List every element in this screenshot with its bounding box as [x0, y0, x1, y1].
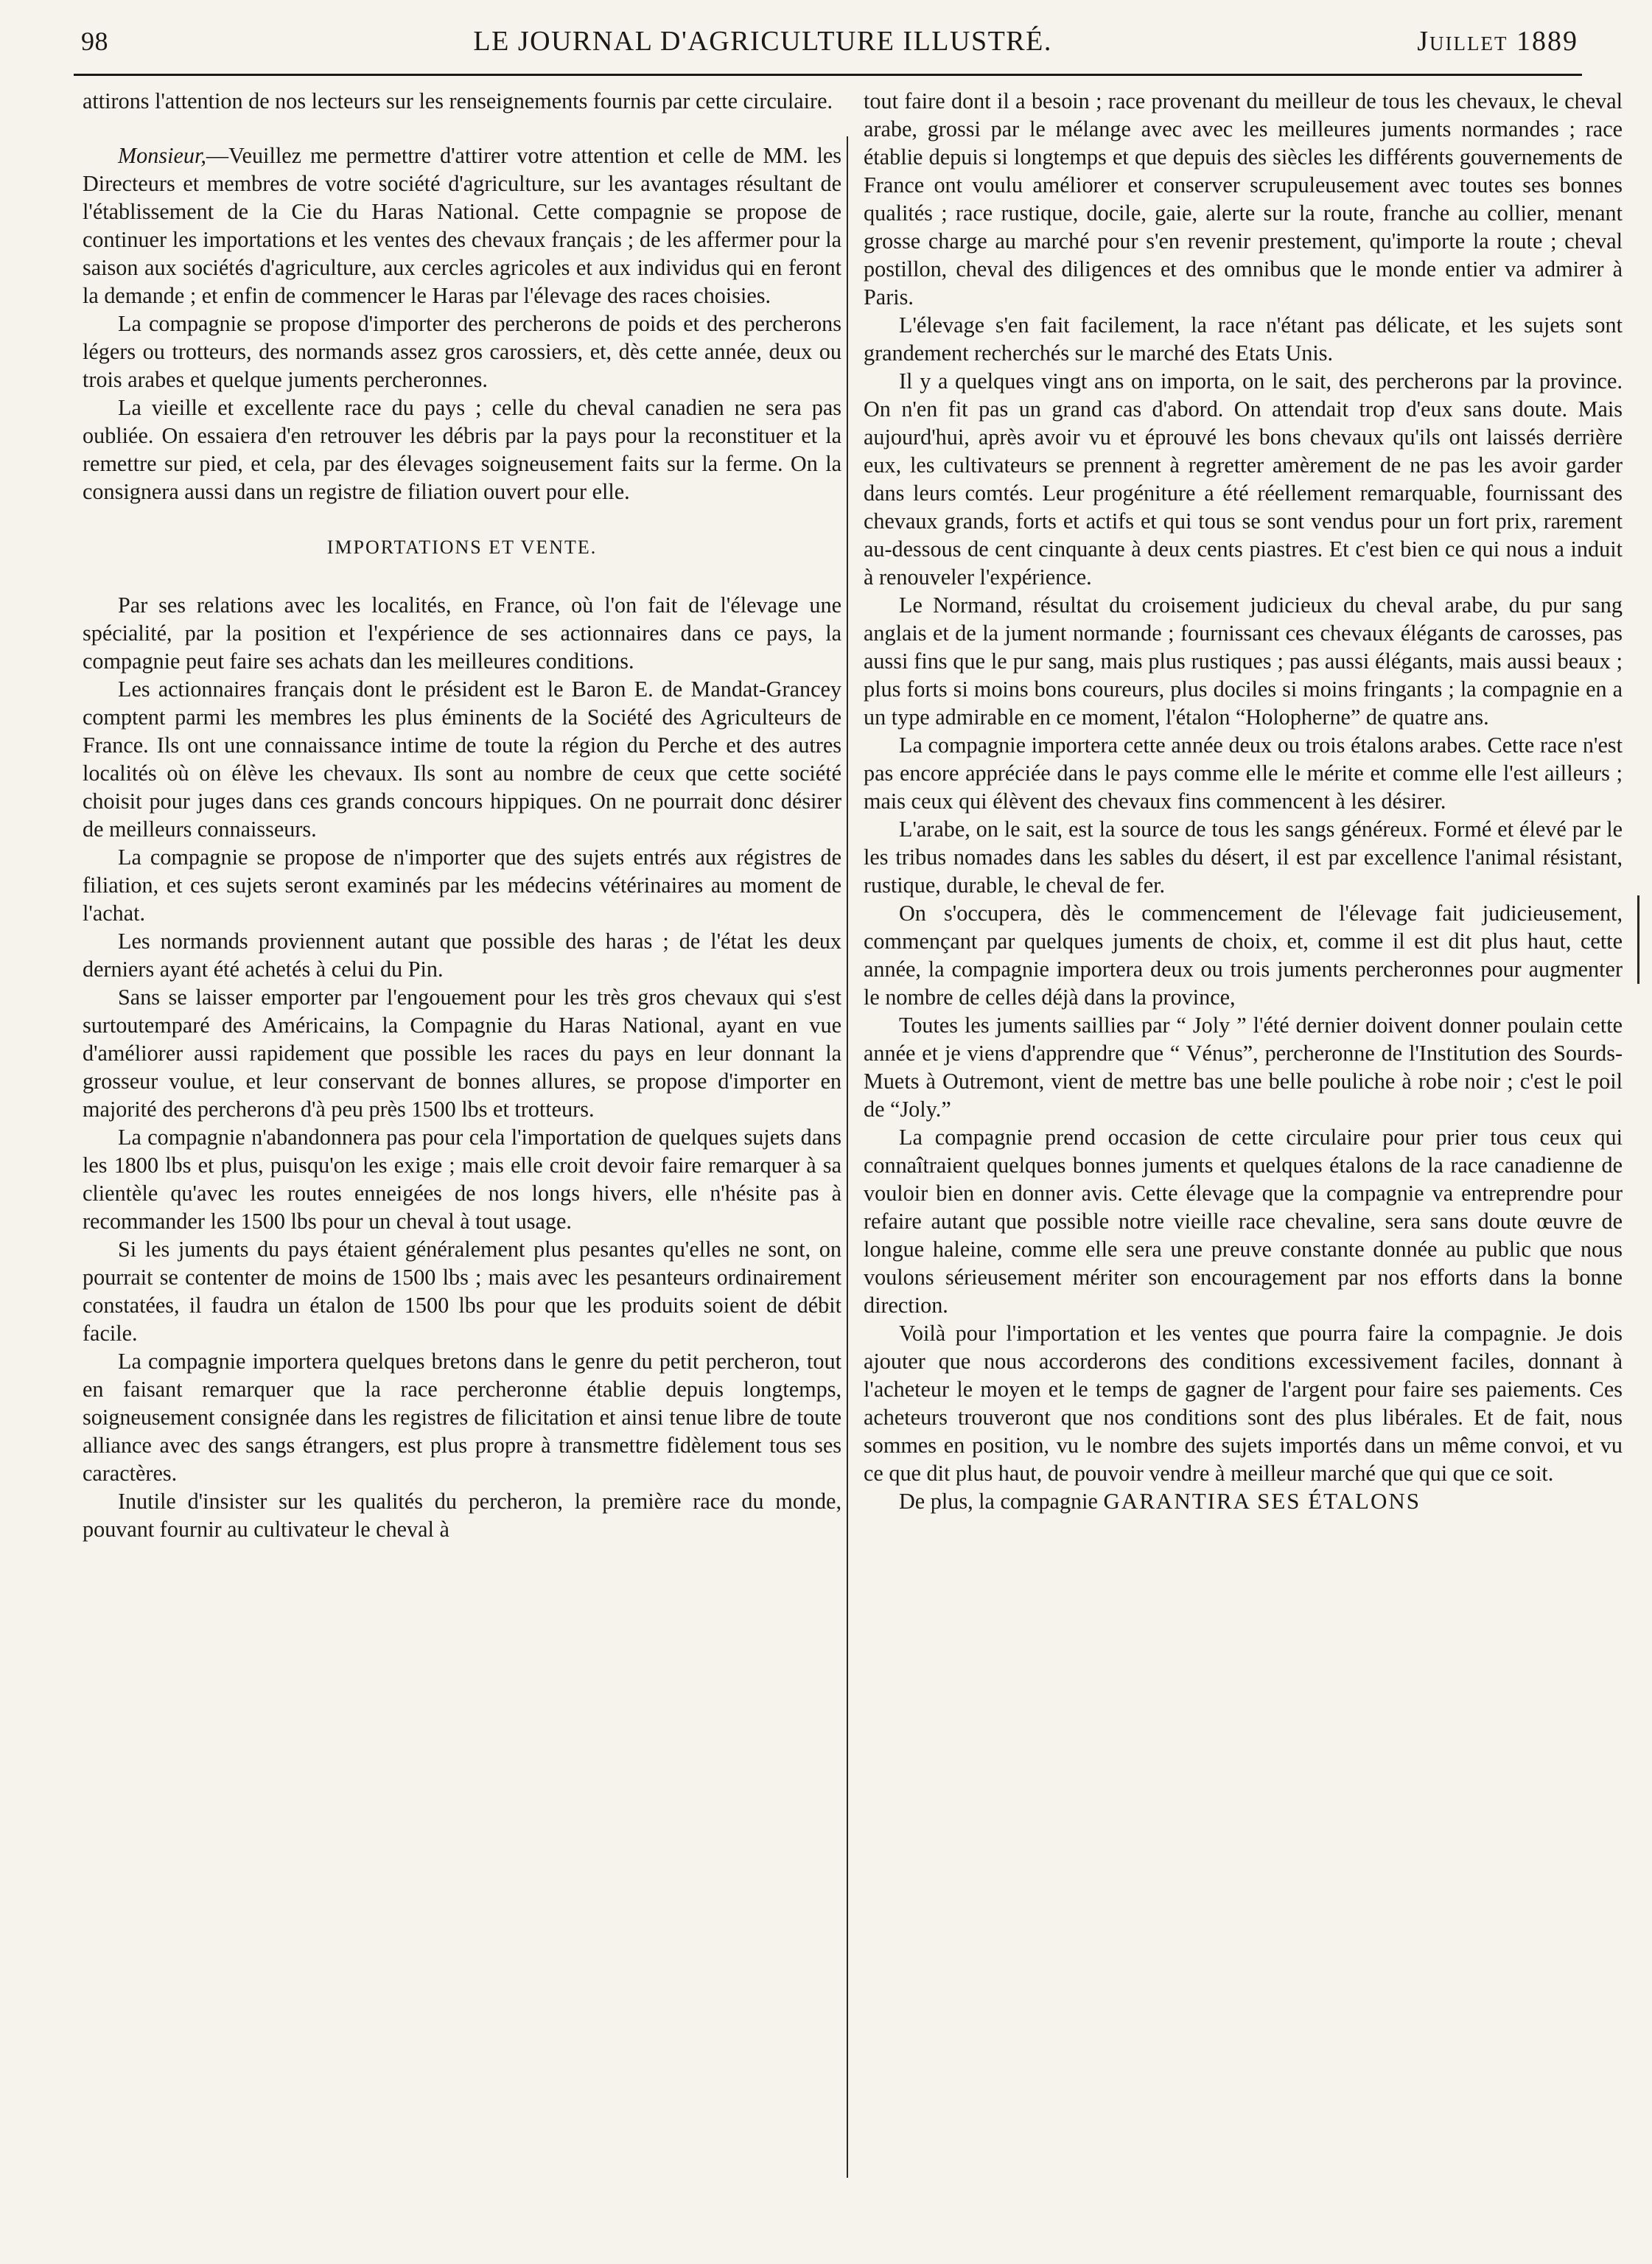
paragraph: Le Normand, résultat du croisement judicieux du cheval arabe, du pur sang anglais et de la jument normande ; fournissant ces chevaux élégants de carosses, pas aussi fins que le pur sang, mais plus rustiques ; pas aussi élégants, mais aussi beaux ; plus forts si moins bons coureurs, plus dociles si moins fringants ; la compagnie en a un type admirable en ce moment, l'étalon “Holopherne” de quatre ans. — [864, 593, 1623, 730]
paragraph: L'élevage s'en fait facilement, la race n'étant pas délicate, et les sujets sont grandement recherchés sur le marché des Etats Unis. — [864, 312, 1623, 366]
issue-date: Juillet 1889 — [1417, 26, 1578, 57]
header-rule — [74, 74, 1582, 76]
paragraph: Les normands proviennent autant que possible des haras ; de l'état les deux derniers ayant été achetés à celui du Pin. — [83, 929, 841, 982]
paragraph: La compagnie se propose d'importer des percherons de poids et des percherons légers ou trotteurs, des normands assez gros carossiers, et, dès cette année, deux ou trois arabes et quelque juments percheronnes. — [83, 311, 841, 392]
letter-opening — [83, 142, 841, 310]
journal-title: LE JOURNAL D'AGRICULTURE ILLUSTRÉ. — [473, 26, 1052, 57]
section-heading: IMPORTATIONS ET VENTE. — [326, 537, 598, 558]
paragraph: Les actionnaires français dont le président est le Baron E. de Mandat-Grancey comptent parmi les membres les plus éminents de la Société des Agriculteurs de France. Ils ont une connaissance intime de toute la région du Perche et des autres localités où on élève les chevaux. Ils sont au nombre de ceux que cette société choisit pour juges dans ces grands concours hippiques. On ne pourrait donc désirer de meilleurs connaisseurs. — [83, 677, 841, 842]
paragraph: Voilà pour l'importation et les ventes que pourra faire la compagnie. Je dois ajouter que nous accorderons des conditions excessivement faciles, donnant à l'acheteur le moyen et le temps de gagner de l'argent pour faire ses paiements. Ces acheteurs trouveront que nos conditions sont des plus libérales. Et de fait, nous sommes en position, vu le nombre des sujets importés dans un même convoi, et vu ce que dit plus haut, de pouvoir vendre à meilleur marché que qui que ce soit. — [864, 1321, 1623, 1486]
paragraph: Il y a quelques vingt ans on importa, on le sait, des percherons par la province. On n'en fit pas un grand cas d'abord. On attendait trop d'eux sans doute. Mais aujourd'hui, après avoir vu et éprouvé les bons chevaux qu'ils ont laissés derrière eux, les cultivateurs se prennent à regretter amèrement de ne pas les avoir garder dans leurs comtés. Leur progéniture a été réellement remarquable, fournissant des chevaux grands, forts et actifs et qui tous se sont vendus pour un fort prix, rarement au-dessous de cent cinquante à deux cents piastres. Et c'est bien ce qui nous a induit à renouveler l'expérience. — [864, 368, 1623, 590]
paragraph: La compagnie prend occasion de cette circulaire pour prier tous ceux qui connaîtraient quelques bonnes juments et quelques étalons de la race canadienne de vouloir bien en donner avis. Cette élevage que la compagnie va entreprendre pour refaire autant que possible notre vieille race chevaline, sera sans doute œuvre de longue haleine, comme elle sera une preuve constante donnée au public que nous voulons sérieusement mériter son encouragement par nos efforts dans la bonne direction. — [864, 1125, 1623, 1318]
paragraph: La vieille et excellente race du pays ; celle du cheval canadien ne sera pas oubliée. On essaiera d'en retrouver les débris par la pays pour la reconstituer et la remettre sur pied, et cela, par des élevages soigneusement faits sur la ferme. On la consignera aussi dans un registre de filiation ouvert pour elle. — [83, 395, 841, 504]
left-column — [83, 87, 841, 1543]
guarantee-caps: GARANTIRA SES ÉTALONS — [1103, 1488, 1421, 1514]
margin-mark — [1637, 895, 1639, 984]
paragraph: Par ses relations avec les localités, en France, où l'on fait de l'élevage une spécialité, par la position et l'expérience de ses actionnaires dans ce pays, la compagnie peut faire ses achats dan les meilleures conditions. — [83, 593, 841, 674]
salutation: Monsieur, — [118, 143, 206, 168]
paragraph: Toutes les juments saillies par “ Joly ” l'été dernier doivent donner poulain cette année et je viens d'apprendre que “ Vénus”, percheronne de l'Institution des Sourds-Muets à Outremont, vient de mettre bas une belle pouliche à robe noir ; c'est le poil de “Joly.” — [864, 1013, 1623, 1122]
closing-line — [864, 1487, 1623, 1515]
right-column — [864, 87, 1623, 1515]
paragraph: Sans se laisser emporter par l'engouement pour les très gros chevaux qui s'est surtoutemparé des Américains, la Compagnie du Haras National, ayant en vue d'améliorer aussi rapidement que possible les races du pays en leur donnant la grosseur voulue, et leur conservant de bonnes allures, se propose d'importer en majorité des percherons d'à peu près 1500 lbs et trotteurs. — [83, 985, 841, 1122]
running-head — [81, 25, 1578, 72]
paragraph: Si les juments du pays étaient généralement plus pesantes qu'elles ne sont, on pourrait se contenter de moins de 1500 lbs ; mais avec les pesanteurs ordinairement constatées, il faudra un étalon de 1500 lbs pour que les produits soient de débit facile. — [83, 1237, 841, 1346]
column-divider — [847, 136, 848, 2178]
paragraph: La compagnie importera quelques bretons dans le genre du petit percheron, tout en faisant remarquer que la race percheronne établie depuis longtemps, soigneusement consignée dans les registres de filicitation et ainsi tenue libre de toute alliance avec des sangs étrangers, est plus propre à transmettre fidèlement tous ses caractères. — [83, 1349, 841, 1486]
closing-text: De plus, la compagnie — [899, 1489, 1098, 1514]
page-number: 98 — [81, 27, 108, 56]
paragraph: L'arabe, on le sait, est la source de tous les sangs généreux. Formé et élevé par le les tribus nomades dans les sables du désert, il est par excellence l'animal résistant, rustique, durable, le cheval de fer. — [864, 817, 1623, 898]
paragraph: La compagnie n'abandonnera pas pour cela l'importation de quelques sujets dans les 1800 lbs et plus, puisqu'on les exige ; mais elle croit devoir faire remarquer à sa clientèle qu'avec les routes enneigées de nos longs hivers, elle n'hésite pas à recommander les 1500 lbs pour un cheval à tout usage. — [83, 1125, 841, 1234]
paragraph: Inutile d'insister sur les qualités du percheron, la première race du monde, pouvant fournir au cultivateur le cheval à — [83, 1489, 841, 1542]
paragraph: La compagnie se propose de n'importer que des sujets entrés aux régistres de filiation, et ces sujets seront examinés par les médecins vétérinaires au moment de l'achat. — [83, 845, 841, 926]
paragraph: tout faire dont il a besoin ; race provenant du meilleur de tous les chevaux, le cheval arabe, grossi par le mélange avec avec les meilleures juments normandes ; race établie depuis si longtemps et que depuis des siècles les différents gouvernements de France ont voulu améliorer et conserver scrupuleusement avec toutes ses bonnes qualités ; race rustique, docile, gaie, alerte sur la route, franche au collier, menant grosse charge au marché pour s'en revenir prestement, qu'importe la route ; cheval postillon, cheval des diligences et des omnibus que le monde entier va admirer à Paris. — [864, 88, 1623, 310]
paragraph: attirons l'attention de nos lecteurs sur les renseignements fournis par cette circulaire. — [83, 88, 833, 113]
paragraph: La compagnie importera cette année deux ou trois étalons arabes. Cette race n'est pas encore appréciée dans le pays comme elle le mérite et comme elle l'est ailleurs ; mais ceux qui élèvent des chevaux fins commencent à les désirer. — [864, 733, 1623, 814]
paragraph: On s'occupera, dès le commencement de l'élevage fait judicieusement, commençant par quelques juments de choix, et, comme il est dit plus haut, cette année, la compagnie importera deux ou trois juments percheronnes pour augmenter le nombre de celles déjà dans la province, — [864, 901, 1623, 1010]
paragraph-text: —Veuillez me permettre d'attirer votre attention et celle de MM. les Directeurs et membres de votre société d'agriculture, sur les avantages résultant de l'établissement de la Cie du Haras National. Cette compagnie se propose de continuer les importations et les ventes des chevaux français ; de les affermer pour la saison aux sociétés d'agriculture, aux cercles agricoles et aux individus qui en feront la demande ; et enfin de commencer le Haras par l'élevage des races choisies. — [83, 143, 841, 308]
